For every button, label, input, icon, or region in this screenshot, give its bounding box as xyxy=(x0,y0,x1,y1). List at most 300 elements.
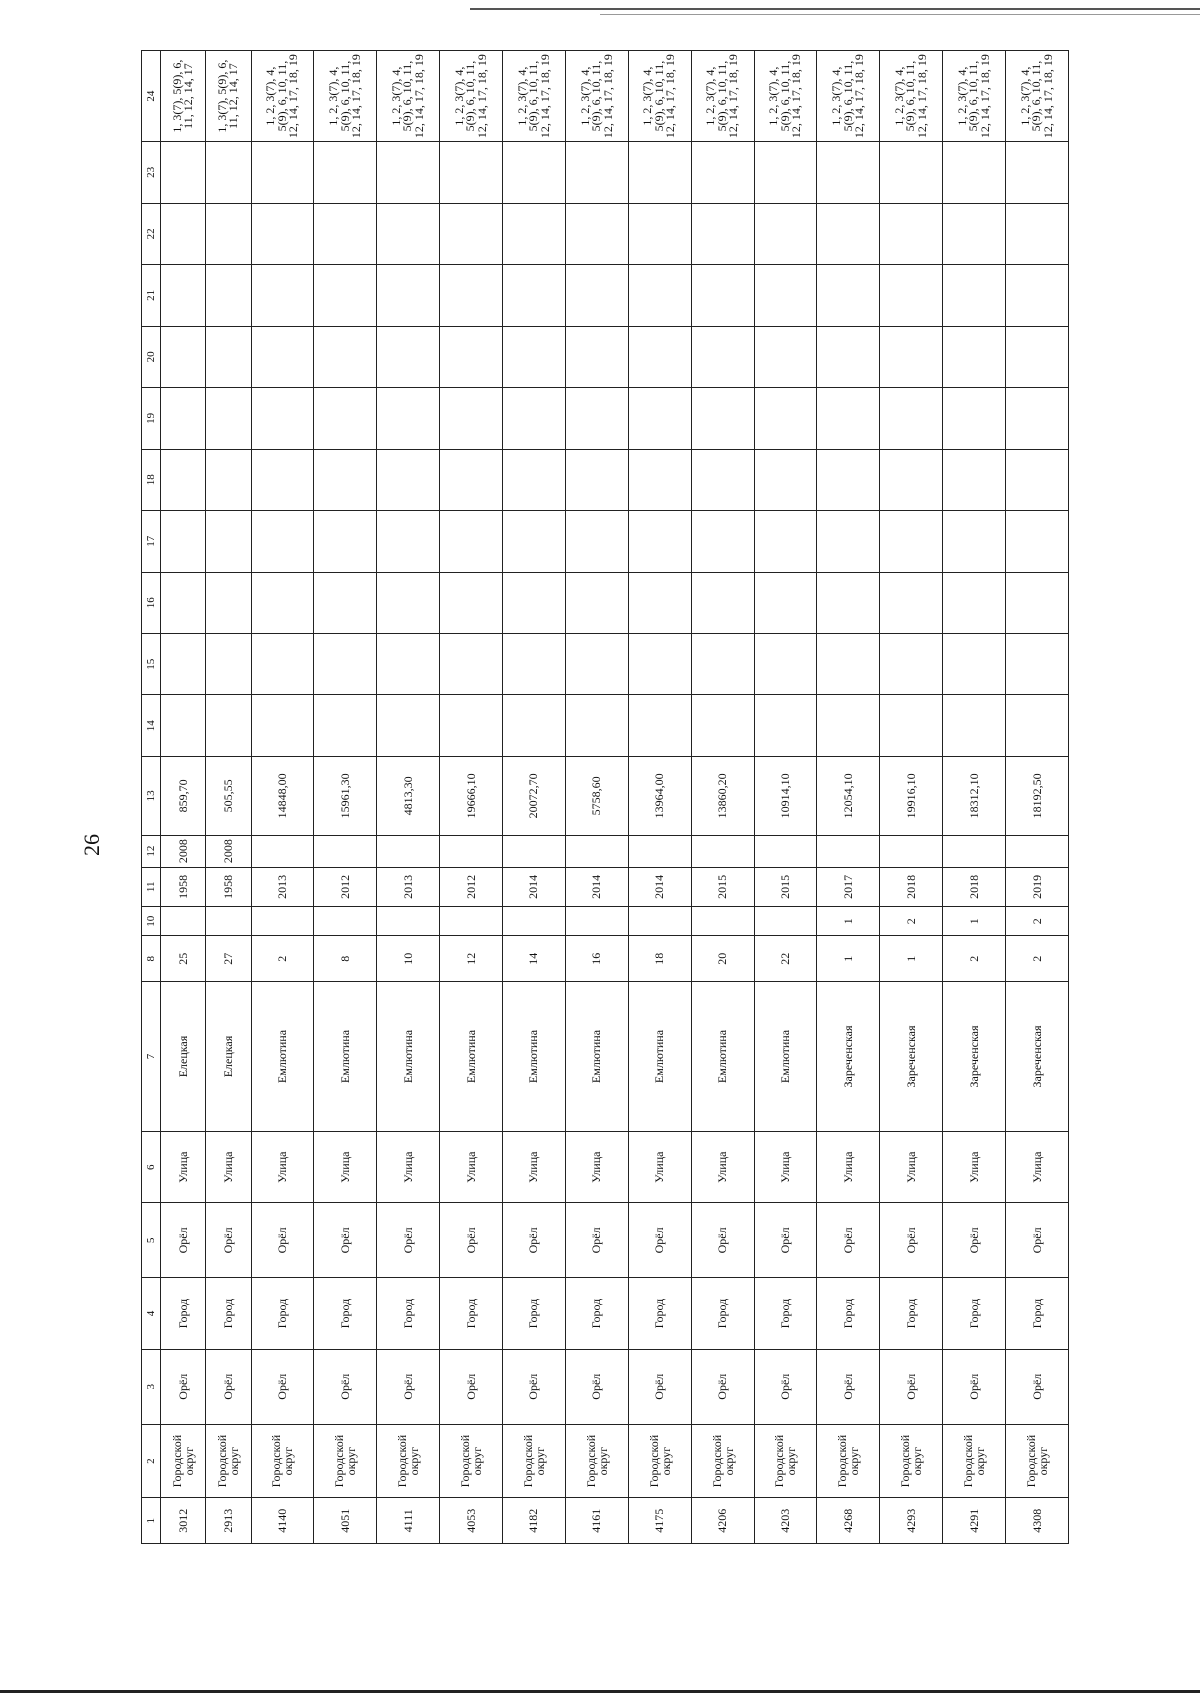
table-cell-c11: 2013 xyxy=(251,867,314,906)
table-cell-c2: Городской округ xyxy=(565,1424,628,1498)
table-cell-c8: 2 xyxy=(943,936,1006,982)
table-cell-c2: Городской округ xyxy=(817,1424,880,1498)
table-cell-c22 xyxy=(691,203,754,264)
table-cell-c12: 2008 xyxy=(161,835,206,867)
table-cell-c23 xyxy=(754,142,817,203)
table-cell-c8: 22 xyxy=(754,936,817,982)
table-row xyxy=(943,51,1006,1544)
table-cell-c10 xyxy=(206,906,251,936)
table-cell-c4: Город xyxy=(206,1278,251,1349)
table-cell-c7: Елецкая xyxy=(161,982,206,1132)
column-number-header: 16 xyxy=(142,572,161,633)
table-cell-c1: 4293 xyxy=(880,1498,943,1544)
table-cell-c24: 1, 2, 3(7), 4, 5(9), 6, 10, 11, 12, 14, 17, 18, 19 xyxy=(691,51,754,142)
table-cell-c1: 4206 xyxy=(691,1498,754,1544)
table-cell-c24: 1, 3(7), 5(9), 6, 11, 12, 14, 17 xyxy=(206,51,251,142)
table-cell-c20 xyxy=(943,326,1006,387)
table-cell-c3: Орёл xyxy=(880,1349,943,1424)
table-cell-c4: Город xyxy=(1006,1278,1069,1349)
table-cell-c21 xyxy=(565,265,628,326)
table-row xyxy=(628,51,691,1544)
table-cell-c24: 1, 2, 3(7), 4, 5(9), 6, 10, 11, 12, 14, 17, 18, 19 xyxy=(565,51,628,142)
table-cell-c21 xyxy=(503,265,566,326)
table-cell-c1: 3012 xyxy=(161,1498,206,1544)
table-cell-c15 xyxy=(754,634,817,695)
table-cell-c11: 2015 xyxy=(754,867,817,906)
table-cell-c7: Емлютина xyxy=(251,982,314,1132)
table-cell-c17 xyxy=(314,511,377,572)
table-cell-c23 xyxy=(880,142,943,203)
table-cell-c5: Орёл xyxy=(377,1203,440,1278)
table-cell-c22 xyxy=(503,203,566,264)
column-number-header: 15 xyxy=(142,634,161,695)
table-cell-c11: 2013 xyxy=(377,867,440,906)
table-cell-c13: 15961,30 xyxy=(314,756,377,835)
table-cell-c7: Елецкая xyxy=(206,982,251,1132)
table-cell-c23 xyxy=(503,142,566,203)
table-cell-c19 xyxy=(161,388,206,449)
table-cell-c19 xyxy=(628,388,691,449)
table-row xyxy=(691,51,754,1544)
table-cell-c16 xyxy=(817,572,880,633)
table-cell-c1: 4291 xyxy=(943,1498,1006,1544)
registry-table-container xyxy=(141,50,1069,1544)
table-cell-c21 xyxy=(1006,265,1069,326)
table-cell-c14 xyxy=(817,695,880,756)
table-cell-c8: 8 xyxy=(314,936,377,982)
table-cell-c11: 2018 xyxy=(880,867,943,906)
table-cell-c20 xyxy=(440,326,503,387)
table-row xyxy=(251,51,314,1544)
table-cell-c20 xyxy=(565,326,628,387)
table-cell-c10: 1 xyxy=(943,906,1006,936)
table-cell-c23 xyxy=(817,142,880,203)
table-cell-c10: 2 xyxy=(1006,906,1069,936)
table-cell-c13: 13964,00 xyxy=(628,756,691,835)
table-cell-c24: 1, 2, 3(7), 4, 5(9), 6, 10, 11, 12, 14, 17, 18, 19 xyxy=(754,51,817,142)
table-cell-c20 xyxy=(691,326,754,387)
table-cell-c13: 5758,60 xyxy=(565,756,628,835)
table-cell-c12 xyxy=(1006,835,1069,867)
table-cell-c16 xyxy=(503,572,566,633)
table-cell-c5: Орёл xyxy=(1006,1203,1069,1278)
table-cell-c10 xyxy=(754,906,817,936)
table-cell-c23 xyxy=(251,142,314,203)
table-cell-c12 xyxy=(503,835,566,867)
table-cell-c8: 10 xyxy=(377,936,440,982)
table-row xyxy=(880,51,943,1544)
table-cell-c17 xyxy=(880,511,943,572)
table-cell-c5: Орёл xyxy=(251,1203,314,1278)
table-cell-c2: Городской округ xyxy=(691,1424,754,1498)
table-cell-c22 xyxy=(206,203,251,264)
table-cell-c15 xyxy=(161,634,206,695)
table-cell-c17 xyxy=(503,511,566,572)
table-cell-c19 xyxy=(817,388,880,449)
table-cell-c18 xyxy=(314,449,377,510)
table-cell-c14 xyxy=(161,695,206,756)
table-cell-c19 xyxy=(691,388,754,449)
column-number-row xyxy=(142,51,161,1544)
table-cell-c12 xyxy=(691,835,754,867)
table-cell-c6: Улица xyxy=(377,1132,440,1203)
table-cell-c7: Емлютина xyxy=(628,982,691,1132)
table-cell-c21 xyxy=(440,265,503,326)
table-cell-c13: 505,55 xyxy=(206,756,251,835)
table-cell-c15 xyxy=(503,634,566,695)
table-cell-c12 xyxy=(943,835,1006,867)
table-cell-c14 xyxy=(503,695,566,756)
table-cell-c18 xyxy=(754,449,817,510)
table-cell-c16 xyxy=(943,572,1006,633)
table-cell-c8: 18 xyxy=(628,936,691,982)
table-cell-c23 xyxy=(161,142,206,203)
table-cell-c13: 13860,20 xyxy=(691,756,754,835)
table-cell-c12: 2008 xyxy=(206,835,251,867)
table-cell-c14 xyxy=(880,695,943,756)
table-cell-c4: Город xyxy=(161,1278,206,1349)
table-cell-c10 xyxy=(251,906,314,936)
table-cell-c2: Городской округ xyxy=(628,1424,691,1498)
table-cell-c2: Городской округ xyxy=(943,1424,1006,1498)
table-cell-c3: Орёл xyxy=(503,1349,566,1424)
column-number-header: 21 xyxy=(142,265,161,326)
table-cell-c16 xyxy=(440,572,503,633)
table-cell-c5: Орёл xyxy=(161,1203,206,1278)
table-cell-c24: 1, 2, 3(7), 4, 5(9), 6, 10, 11, 12, 14, 17, 18, 19 xyxy=(503,51,566,142)
column-number-header: 7 xyxy=(142,982,161,1132)
table-cell-c24: 1, 2, 3(7), 4, 5(9), 6, 10, 11, 12, 14, 17, 18, 19 xyxy=(817,51,880,142)
table-cell-c4: Город xyxy=(314,1278,377,1349)
table-cell-c22 xyxy=(943,203,1006,264)
table-row xyxy=(377,51,440,1544)
table-cell-c3: Орёл xyxy=(943,1349,1006,1424)
table-cell-c11: 2017 xyxy=(817,867,880,906)
table-cell-c11: 2019 xyxy=(1006,867,1069,906)
table-cell-c20 xyxy=(754,326,817,387)
table-cell-c17 xyxy=(565,511,628,572)
table-cell-c20 xyxy=(251,326,314,387)
table-cell-c11: 2012 xyxy=(314,867,377,906)
table-cell-c6: Улица xyxy=(754,1132,817,1203)
table-cell-c3: Орёл xyxy=(251,1349,314,1424)
table-cell-c4: Город xyxy=(880,1278,943,1349)
table-cell-c4: Город xyxy=(440,1278,503,1349)
page-number: 26 xyxy=(79,834,104,856)
table-cell-c14 xyxy=(565,695,628,756)
table-cell-c20 xyxy=(880,326,943,387)
table-cell-c3: Орёл xyxy=(817,1349,880,1424)
table-cell-c3: Орёл xyxy=(628,1349,691,1424)
table-cell-c4: Город xyxy=(377,1278,440,1349)
table-cell-c19 xyxy=(440,388,503,449)
table-cell-c20 xyxy=(314,326,377,387)
table-cell-c24: 1, 3(7), 5(9), 6, 11, 12, 14, 17 xyxy=(161,51,206,142)
table-cell-c19 xyxy=(314,388,377,449)
table-cell-c13: 18192,50 xyxy=(1006,756,1069,835)
table-cell-c12 xyxy=(314,835,377,867)
table-cell-c2: Городской округ xyxy=(314,1424,377,1498)
table-cell-c13: 12054,10 xyxy=(817,756,880,835)
table-cell-c6: Улица xyxy=(943,1132,1006,1203)
table-cell-c19 xyxy=(943,388,1006,449)
table-cell-c8: 12 xyxy=(440,936,503,982)
table-cell-c5: Орёл xyxy=(503,1203,566,1278)
table-cell-c13: 19916,10 xyxy=(880,756,943,835)
table-cell-c15 xyxy=(251,634,314,695)
table-cell-c2: Городской округ xyxy=(440,1424,503,1498)
table-cell-c21 xyxy=(628,265,691,326)
table-cell-c4: Город xyxy=(817,1278,880,1349)
table-cell-c8: 25 xyxy=(161,936,206,982)
table-cell-c10 xyxy=(628,906,691,936)
table-cell-c6: Улица xyxy=(1006,1132,1069,1203)
table-cell-c5: Орёл xyxy=(565,1203,628,1278)
table-cell-c23 xyxy=(565,142,628,203)
table-cell-c17 xyxy=(943,511,1006,572)
table-cell-c8: 27 xyxy=(206,936,251,982)
table-cell-c3: Орёл xyxy=(440,1349,503,1424)
table-cell-c14 xyxy=(206,695,251,756)
table-cell-c21 xyxy=(943,265,1006,326)
table-row xyxy=(206,51,251,1544)
table-cell-c16 xyxy=(206,572,251,633)
column-number-header: 11 xyxy=(142,867,161,906)
table-cell-c24: 1, 2, 3(7), 4, 5(9), 6, 10, 11, 12, 14, 17, 18, 19 xyxy=(314,51,377,142)
table-cell-c23 xyxy=(691,142,754,203)
table-cell-c7: Емлютина xyxy=(440,982,503,1132)
table-cell-c16 xyxy=(691,572,754,633)
table-cell-c6: Улица xyxy=(206,1132,251,1203)
table-cell-c7: Емлютина xyxy=(754,982,817,1132)
table-cell-c20 xyxy=(377,326,440,387)
table-cell-c17 xyxy=(754,511,817,572)
scan-edge-line xyxy=(470,8,1200,10)
table-cell-c7: Зареченская xyxy=(943,982,1006,1132)
table-cell-c15 xyxy=(206,634,251,695)
table-cell-c2: Городской округ xyxy=(377,1424,440,1498)
table-cell-c5: Орёл xyxy=(440,1203,503,1278)
table-cell-c23 xyxy=(440,142,503,203)
table-cell-c1: 4182 xyxy=(503,1498,566,1544)
column-number-header: 3 xyxy=(142,1349,161,1424)
table-cell-c11: 2014 xyxy=(565,867,628,906)
table-cell-c17 xyxy=(440,511,503,572)
table-cell-c18 xyxy=(943,449,1006,510)
table-cell-c10 xyxy=(565,906,628,936)
column-number-header: 18 xyxy=(142,449,161,510)
table-cell-c6: Улица xyxy=(251,1132,314,1203)
table-cell-c3: Орёл xyxy=(377,1349,440,1424)
table-cell-c8: 1 xyxy=(817,936,880,982)
table-cell-c10 xyxy=(440,906,503,936)
table-row xyxy=(565,51,628,1544)
table-cell-c22 xyxy=(377,203,440,264)
table-cell-c6: Улица xyxy=(161,1132,206,1203)
table-cell-c3: Орёл xyxy=(565,1349,628,1424)
table-cell-c17 xyxy=(161,511,206,572)
table-cell-c11: 2015 xyxy=(691,867,754,906)
table-cell-c14 xyxy=(628,695,691,756)
table-cell-c8: 14 xyxy=(503,936,566,982)
table-cell-c17 xyxy=(1006,511,1069,572)
table-cell-c1: 4268 xyxy=(817,1498,880,1544)
table-cell-c20 xyxy=(206,326,251,387)
table-cell-c23 xyxy=(314,142,377,203)
table-cell-c22 xyxy=(1006,203,1069,264)
table-cell-c20 xyxy=(817,326,880,387)
table-cell-c3: Орёл xyxy=(1006,1349,1069,1424)
table-cell-c10 xyxy=(691,906,754,936)
table-cell-c24: 1, 2, 3(7), 4, 5(9), 6, 10, 11, 12, 14, 17, 18, 19 xyxy=(943,51,1006,142)
table-cell-c21 xyxy=(817,265,880,326)
table-cell-c1: 2913 xyxy=(206,1498,251,1544)
table-cell-c3: Орёл xyxy=(314,1349,377,1424)
table-cell-c1: 4111 xyxy=(377,1498,440,1544)
table-cell-c7: Зареченская xyxy=(1006,982,1069,1132)
table-cell-c20 xyxy=(1006,326,1069,387)
table-row xyxy=(440,51,503,1544)
column-number-header: 6 xyxy=(142,1132,161,1203)
table-cell-c20 xyxy=(161,326,206,387)
table-cell-c19 xyxy=(565,388,628,449)
table-cell-c24: 1, 2, 3(7), 4, 5(9), 6, 10, 11, 12, 14, 17, 18, 19 xyxy=(880,51,943,142)
table-cell-c7: Зареченская xyxy=(880,982,943,1132)
table-cell-c14 xyxy=(1006,695,1069,756)
table-cell-c18 xyxy=(206,449,251,510)
table-cell-c18 xyxy=(503,449,566,510)
table-cell-c19 xyxy=(377,388,440,449)
table-cell-c2: Городской округ xyxy=(754,1424,817,1498)
table-cell-c15 xyxy=(314,634,377,695)
table-cell-c22 xyxy=(161,203,206,264)
column-number-header: 14 xyxy=(142,695,161,756)
table-cell-c23 xyxy=(943,142,1006,203)
table-cell-c5: Орёл xyxy=(817,1203,880,1278)
table-row xyxy=(754,51,817,1544)
table-cell-c6: Улица xyxy=(565,1132,628,1203)
table-row xyxy=(503,51,566,1544)
table-cell-c1: 4051 xyxy=(314,1498,377,1544)
table-cell-c11: 1958 xyxy=(161,867,206,906)
table-cell-c18 xyxy=(691,449,754,510)
table-cell-c11: 2014 xyxy=(503,867,566,906)
column-number-header: 2 xyxy=(142,1424,161,1498)
table-cell-c16 xyxy=(1006,572,1069,633)
column-number-header: 13 xyxy=(142,756,161,835)
table-cell-c21 xyxy=(754,265,817,326)
table-cell-c15 xyxy=(377,634,440,695)
table-cell-c24: 1, 2, 3(7), 4, 5(9), 6, 10, 11, 12, 14, 17, 18, 19 xyxy=(628,51,691,142)
table-cell-c2: Городской округ xyxy=(251,1424,314,1498)
table-cell-c7: Емлютина xyxy=(314,982,377,1132)
table-cell-c21 xyxy=(206,265,251,326)
table-cell-c8: 2 xyxy=(1006,936,1069,982)
table-cell-c2: Городской округ xyxy=(1006,1424,1069,1498)
table-cell-c19 xyxy=(251,388,314,449)
table-cell-c11: 2014 xyxy=(628,867,691,906)
table-cell-c13: 19666,10 xyxy=(440,756,503,835)
table-cell-c13: 14848,00 xyxy=(251,756,314,835)
table-cell-c16 xyxy=(565,572,628,633)
column-number-header: 8 xyxy=(142,936,161,982)
column-number-header: 19 xyxy=(142,388,161,449)
column-number-header: 12 xyxy=(142,835,161,867)
table-cell-c2: Городской округ xyxy=(161,1424,206,1498)
table-cell-c15 xyxy=(1006,634,1069,695)
table-cell-c18 xyxy=(161,449,206,510)
table-cell-c1: 4203 xyxy=(754,1498,817,1544)
table-cell-c1: 4161 xyxy=(565,1498,628,1544)
table-cell-c14 xyxy=(440,695,503,756)
column-number-header: 23 xyxy=(142,142,161,203)
table-cell-c2: Городской округ xyxy=(880,1424,943,1498)
table-cell-c13: 4813,30 xyxy=(377,756,440,835)
table-cell-c15 xyxy=(628,634,691,695)
table-cell-c10 xyxy=(503,906,566,936)
table-row xyxy=(1006,51,1069,1544)
table-cell-c16 xyxy=(161,572,206,633)
column-number-header: 1 xyxy=(142,1498,161,1544)
table-cell-c22 xyxy=(440,203,503,264)
table-cell-c5: Орёл xyxy=(754,1203,817,1278)
table-cell-c15 xyxy=(943,634,1006,695)
table-cell-c24: 1, 2, 3(7), 4, 5(9), 6, 10, 11, 12, 14, 17, 18, 19 xyxy=(377,51,440,142)
table-cell-c19 xyxy=(503,388,566,449)
table-cell-c8: 20 xyxy=(691,936,754,982)
table-cell-c22 xyxy=(754,203,817,264)
table-cell-c5: Орёл xyxy=(691,1203,754,1278)
table-cell-c21 xyxy=(161,265,206,326)
table-cell-c2: Городской округ xyxy=(206,1424,251,1498)
table-cell-c12 xyxy=(880,835,943,867)
table-cell-c12 xyxy=(565,835,628,867)
table-cell-c1: 4053 xyxy=(440,1498,503,1544)
table-cell-c4: Город xyxy=(943,1278,1006,1349)
table-cell-c16 xyxy=(754,572,817,633)
table-cell-c18 xyxy=(880,449,943,510)
table-row xyxy=(314,51,377,1544)
column-number-header: 10 xyxy=(142,906,161,936)
table-cell-c16 xyxy=(880,572,943,633)
table-cell-c21 xyxy=(251,265,314,326)
table-cell-c11: 1958 xyxy=(206,867,251,906)
table-cell-c6: Улица xyxy=(314,1132,377,1203)
table-cell-c24: 1, 2, 3(7), 4, 5(9), 6, 10, 11, 12, 14, 17, 18, 19 xyxy=(1006,51,1069,142)
table-cell-c4: Город xyxy=(503,1278,566,1349)
table-cell-c4: Город xyxy=(754,1278,817,1349)
table-cell-c3: Орёл xyxy=(691,1349,754,1424)
table-cell-c6: Улица xyxy=(880,1132,943,1203)
table-cell-c13: 10914,10 xyxy=(754,756,817,835)
table-cell-c14 xyxy=(251,695,314,756)
table-cell-c8: 16 xyxy=(565,936,628,982)
table-cell-c21 xyxy=(691,265,754,326)
column-number-header: 17 xyxy=(142,511,161,572)
registry-table xyxy=(141,50,1069,1544)
table-cell-c16 xyxy=(628,572,691,633)
table-cell-c1: 4175 xyxy=(628,1498,691,1544)
table-cell-c10 xyxy=(377,906,440,936)
table-cell-c12 xyxy=(628,835,691,867)
table-cell-c5: Орёл xyxy=(628,1203,691,1278)
table-cell-c10: 1 xyxy=(817,906,880,936)
table-cell-c17 xyxy=(251,511,314,572)
table-cell-c12 xyxy=(440,835,503,867)
table-row xyxy=(817,51,880,1544)
table-cell-c8: 2 xyxy=(251,936,314,982)
table-cell-c18 xyxy=(628,449,691,510)
